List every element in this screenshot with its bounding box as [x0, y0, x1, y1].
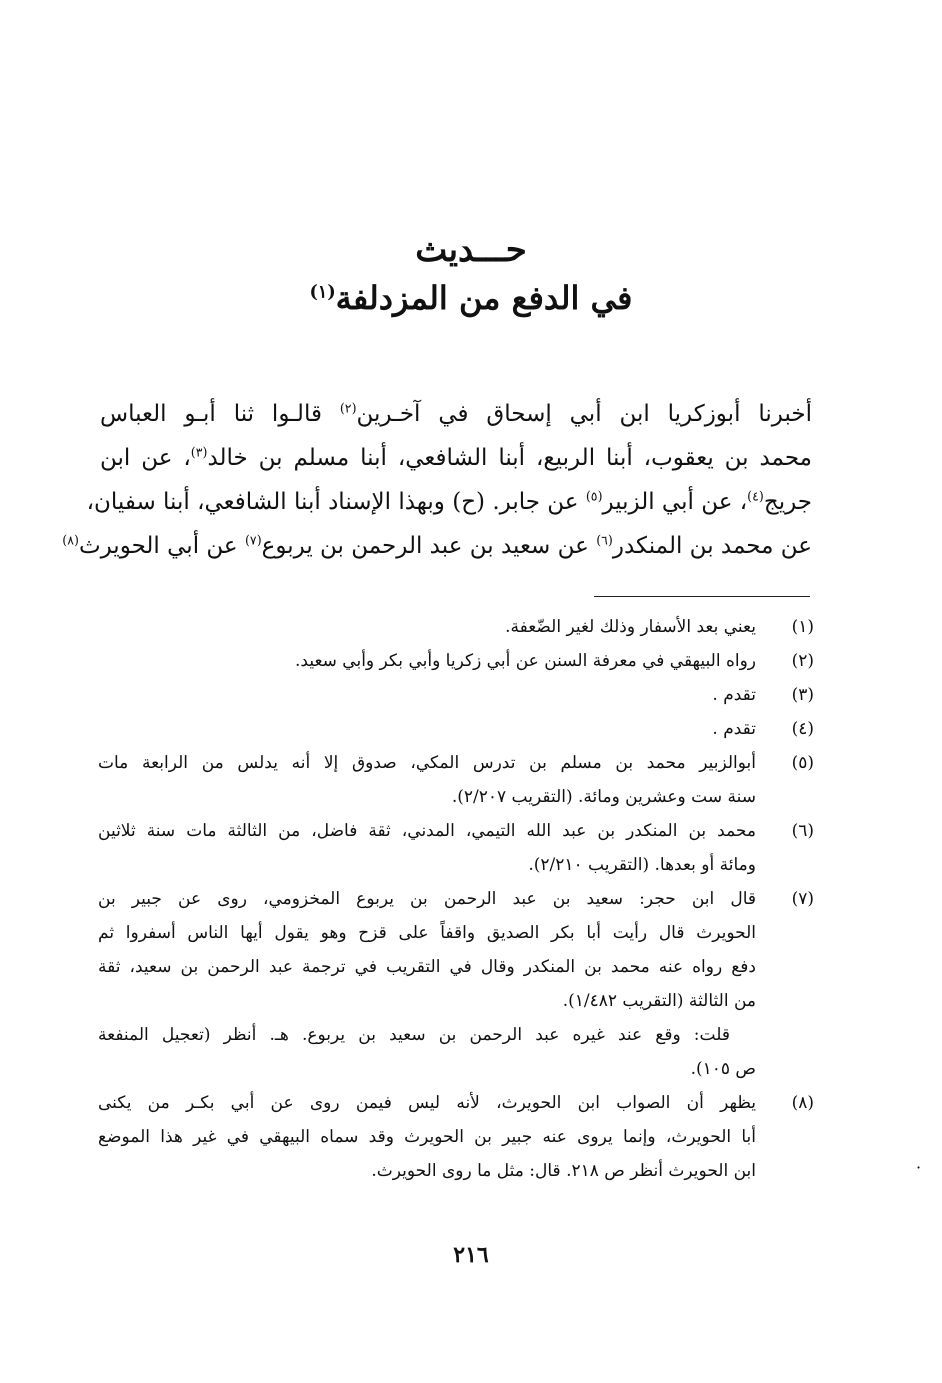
- footnote-ref[interactable]: (٨): [62, 532, 79, 548]
- footnote-line: يعني بعد الأسفار وذلك لغير الضّعفة.: [505, 617, 756, 637]
- footnote-line: أبا الحويرث، وإنما يروى عنه جبير بن الحويرث وقد سماه البيهقي في غير هذا الموضع: [98, 1127, 756, 1147]
- body-text: محمد بن يعقوب، أبنا الربيع، أبنا الشافعي، أبنا مسلم بن خالد: [207, 445, 812, 471]
- footnote-number: (٨): [791, 1093, 814, 1113]
- footnote-number: (٣): [791, 685, 814, 705]
- footnote-6: [98, 814, 814, 882]
- footnote-line: قلت: وقع عند غيره عبد الرحمن بن سعيد بن يربوع. هـ. أنظر (تعجيل المنفعة: [98, 1025, 730, 1045]
- footnote-line: سنة ست وعشرين ومائة. (التقريب ٢/٢٠٧).: [451, 787, 756, 807]
- footnote-line: ص ١٠٥).: [690, 1059, 756, 1079]
- hadith-subtitle: [0, 276, 942, 320]
- footnote-number: (٥): [791, 753, 814, 773]
- footnote-number: (٢): [791, 651, 814, 671]
- footnote-ref[interactable]: (٤): [747, 488, 764, 504]
- body-text: ، عن ابن: [100, 445, 191, 471]
- footnote-line: ومائة أو بعدها. (التقريب ٢/٢١٠).: [528, 855, 756, 875]
- footnote-line: محمد بن المنكدر بن عبد الله التيمي، المدني، ثقة فاضل، من الثالثة مات سنة ثلاثين: [98, 821, 756, 841]
- footnote-ref[interactable]: (٥): [585, 488, 603, 504]
- footnote-number: (٦): [791, 821, 814, 841]
- footnote-line: رواه البيهقي في معرفة السنن عن أبي زكريا وأبي بكر وأبي سعيد.: [295, 651, 756, 671]
- body-line: [62, 524, 812, 568]
- footnote-divider: [594, 596, 810, 597]
- body-line: [86, 480, 812, 524]
- footnote-line: دفع رواه عنه محمد بن المنكدر وقال في التقريب في ترجمة عبد الرحمن بن سعيد، ثقة: [98, 957, 756, 977]
- body-text: عن محمد بن المنكدر: [612, 533, 812, 559]
- body-text: قالـوا ثنا أبـو العباس: [100, 401, 340, 427]
- hadith-heading: حـــديث: [415, 230, 527, 270]
- footnote-line: من الثالثة (التقريب ١/٤٨٢).: [562, 991, 756, 1011]
- footnote-line: تقدم .: [712, 685, 756, 705]
- margin-mark: ·: [916, 1158, 922, 1177]
- footnote-line: الحويرث قال رأيت أبا بكر الصديق واقفاً على قزح وهو يقول أيها الناس أسفروا ثم: [98, 923, 756, 943]
- footnote-1: [98, 610, 814, 644]
- body-text: عن أبي الحويرث: [78, 533, 245, 559]
- footnote-number: (١): [791, 617, 814, 637]
- footnote-line: قال ابن حجر: سعيد بن عبد الرحمن بن يربوع المخزومي، روى عن جبير بن: [98, 889, 756, 909]
- body-text: عن جابر. (ح) وبهذا الإسناد أبنا الشافعي، أبنا سفيان،: [86, 489, 586, 515]
- footnote-ref[interactable]: (٧): [244, 532, 262, 548]
- footnote-3: [98, 678, 814, 712]
- footnote-7: [98, 882, 814, 1086]
- body-line: [100, 392, 812, 436]
- footnote-line: ابن الحويرث أنظر ص ٢١٨. قال: مثل ما روى الحويرث.: [371, 1161, 756, 1181]
- page-number: ٢١٦: [453, 1242, 489, 1268]
- body-text: أخبرنا أبوزكريا ابن أبي إسحاق في آخـرين: [356, 401, 812, 427]
- body-line: [100, 436, 812, 480]
- body-text: عن سعيد بن عبد الرحمن بن يربوع: [261, 533, 597, 559]
- footnote-number: (٤): [791, 719, 814, 739]
- footnote-line: أبوالزبير محمد بن مسلم بن تدرس المكي، صدوق إلا أنه يدلس من الرابعة مات: [98, 753, 756, 773]
- footnote-5: [98, 746, 814, 814]
- footnotes: [98, 610, 814, 1188]
- footnote-ref[interactable]: (٦): [596, 532, 613, 548]
- footnote-number: (٧): [791, 889, 814, 909]
- footnote-8: [98, 1086, 814, 1188]
- hadith-body: [62, 392, 812, 568]
- footnote-4: [98, 712, 814, 746]
- subtitle-text: في الدفع من المزدلفة: [335, 279, 633, 317]
- footnote-line: يظهر أن الصواب ابن الحويرث، لأنه ليس فيمن روى عن أبي بكـر من يكنى: [98, 1093, 756, 1113]
- footnote-ref[interactable]: (١): [309, 281, 336, 303]
- footnote-2: [98, 644, 814, 678]
- body-text: ، عن أبي الزبير: [602, 489, 748, 515]
- body-text: جريج: [763, 489, 812, 515]
- footnote-ref[interactable]: (٢): [339, 400, 357, 416]
- footnote-line: تقدم .: [712, 719, 756, 739]
- footnote-ref[interactable]: (٣): [190, 444, 208, 460]
